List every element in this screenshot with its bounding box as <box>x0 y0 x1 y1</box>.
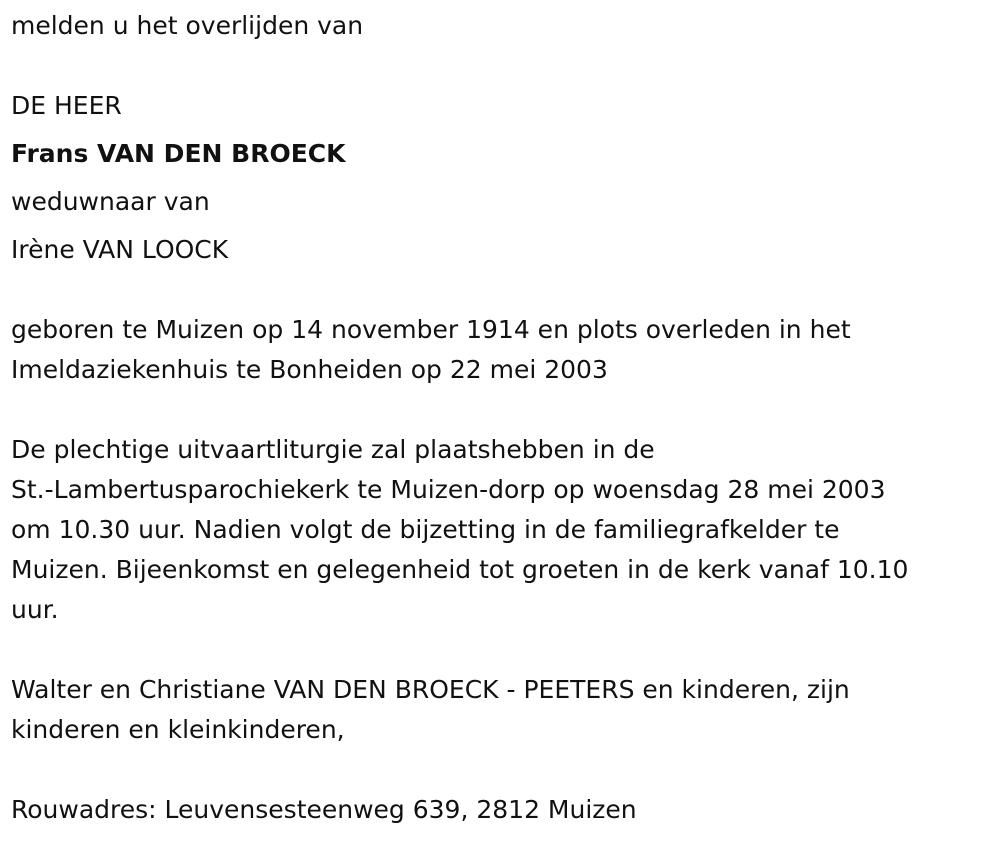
family-paragraph <box>11 670 986 750</box>
paragraph-line: De plechtige uitvaartliturgie zal plaatshebben in de <box>11 435 655 464</box>
spacer <box>11 630 986 670</box>
paragraph-line: St.-Lambertusparochiekerk te Muizen-dorp op woensdag 28 mei 2003 <box>11 475 886 504</box>
spacer <box>11 174 986 182</box>
mourning-address: Rouwadres: Leuvensesteenweg 639, 2812 Muizen <box>11 795 637 824</box>
spacer <box>11 126 986 134</box>
honorific-title: DE HEER <box>11 91 122 120</box>
paragraph-line: Muizen. Bijeenkomst en gelegenheid tot groeten in de kerk vanaf 10.10 <box>11 555 909 584</box>
spacer <box>11 222 986 230</box>
ceremony-paragraph <box>11 430 986 630</box>
deceased-name: Frans VAN DEN BROECK <box>11 139 346 168</box>
spacer <box>11 750 986 790</box>
widower-label: weduwnaar van <box>11 187 210 216</box>
paragraph-line: om 10.30 uur. Nadien volgt de bijzetting in de familiegrafkelder te <box>11 515 840 544</box>
intro-text: melden u het overlijden van <box>11 11 364 40</box>
paragraph-line: Imeldaziekenhuis te Bonheiden op 22 mei 2003 <box>11 355 608 384</box>
paragraph-line: uur. <box>11 595 59 624</box>
funeral-notice <box>11 6 986 830</box>
spacer <box>11 390 986 430</box>
spacer <box>11 270 986 310</box>
paragraph-line: Walter en Christiane VAN DEN BROECK - PEETERS en kinderen, zijn <box>11 675 850 704</box>
spouse-name: Irène VAN LOOCK <box>11 235 229 264</box>
paragraph-line: kinderen en kleinkinderen, <box>11 715 345 744</box>
paragraph-line: geboren te Muizen op 14 november 1914 en plots overleden in het <box>11 315 851 344</box>
spacer <box>11 46 986 86</box>
birth-death-paragraph <box>11 310 986 390</box>
